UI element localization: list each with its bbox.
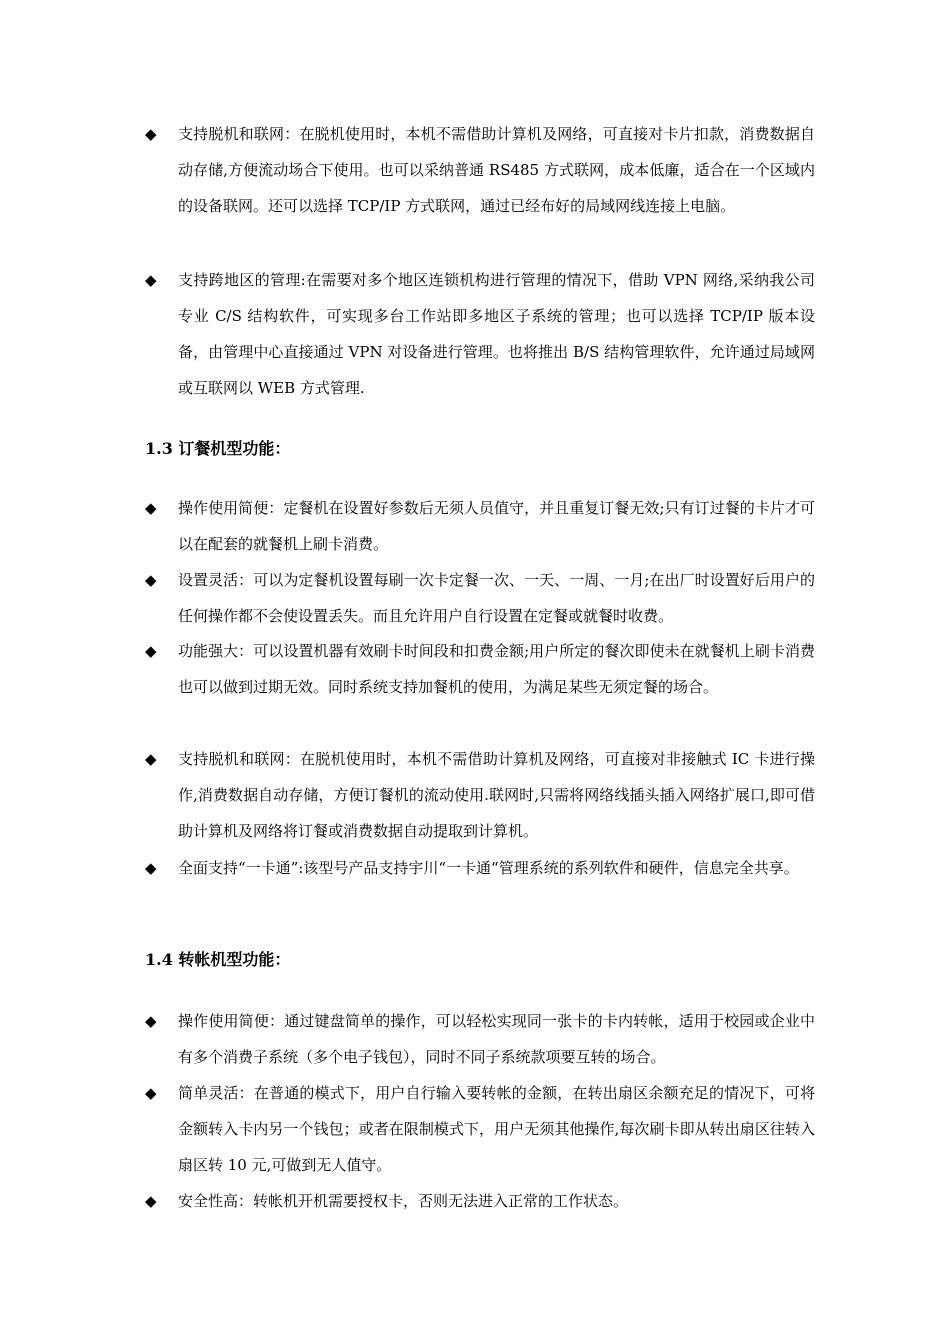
list-item-text: 简单灵活：在普通的模式下，用户自行输入要转帐的金额，在转出扇区余额充足的情况下，可将金额转入卡内另一个钱包；或者在限制模式下，用户无须其他操作,每次刷卡即从转出扇区往转入扇区转 10 元,可做到无人值守。: [178, 1084, 815, 1174]
list-item: [145, 562, 815, 634]
diamond-bullet-icon: ◆: [145, 642, 157, 660]
list-item: [145, 1003, 815, 1075]
list-item-text: 功能强大：可以设置机器有效刷卡时间段和扣费金额;用户所定的餐次即使未在就餐机上刷卡消费也可以做到过期无效。同时系统支持加餐机的使用，为满足某些无须定餐的场合。: [178, 642, 815, 696]
diamond-bullet-icon: ◆: [145, 1084, 157, 1102]
diamond-bullet-icon: ◆: [145, 499, 157, 517]
list-item-text: 支持跨地区的管理:在需要对多个地区连锁机构进行管理的情况下，借助 VPN 网络,采纳我公司专业 C/S 结构软件，可实现多台工作站即多地区子系统的管理；也可以选择 TCP/IP 版本设备，由管理中心直接通过 VPN 对设备进行管理。也将推出 B/S 结构管理软件，允许通过局域网或互联网以 WEB 方式管理.: [178, 271, 815, 397]
list-item-text: 全面支持“一卡通”:该型号产品支持宇川“一卡通“管理系统的系列软件和硬件，信息完全共享。: [178, 859, 799, 877]
diamond-bullet-icon: ◆: [145, 859, 157, 877]
list-item-text: 安全性高：转帐机开机需要授权卡，否则无法进入正常的工作状态。: [178, 1192, 629, 1210]
list-item: [145, 633, 815, 705]
list-item: [145, 490, 815, 562]
diamond-bullet-icon: ◆: [145, 1192, 157, 1210]
list-item-text: 操作使用简便：通过键盘简单的操作，可以轻松实现同一张卡的卡内转帐，适用于校园或企业中有多个消费子系统（多个电子钱包），同时不同子系统款项要互转的场合。: [178, 1012, 815, 1066]
diamond-bullet-icon: ◆: [145, 571, 157, 589]
list-item-text: 设置灵活：可以为定餐机设置每刷一次卡定餐一次、一天、一周、一月;在出厂时设置好后用户的任何操作都不会使设置丢失。而且允许用户自行设置在定餐或就餐时收费。: [178, 571, 815, 625]
list-item: [145, 1075, 815, 1183]
list-item: [145, 262, 815, 406]
diamond-bullet-icon: ◆: [145, 125, 157, 143]
diamond-bullet-icon: ◆: [145, 271, 157, 289]
section-heading: 1.4 转帐机型功能：: [145, 950, 291, 969]
list-item-text: 支持脱机和联网：在脱机使用时，本机不需借助计算机及网络，可直接对卡片扣款，消费数据自动存储,方便流动场合下使用。也可以采纳普通 RS485 方式联网，成本低廉，适合在一个区域内的设备联网。还可以选择 TCP/IP 方式联网，通过已经布好的局域网线连接上电脑。: [178, 125, 815, 215]
list-item: [145, 850, 815, 886]
list-item: [145, 1183, 815, 1219]
list-item-text: 支持脱机和联网：在脱机使用时，本机不需借助计算机及网络，可直接对非接触式 IC 卡进行操作,消费数据自动存储，方便订餐机的流动使用.联网时,只需将网络线插头插入网络扩展口,即可借助计算机及网络将订餐或消费数据自动提取到计算机。: [178, 750, 815, 840]
list-item: [145, 741, 815, 849]
list-item-text: 操作使用简便：定餐机在设置好参数后无须人员值守，并且重复订餐无效;只有订过餐的卡片才可以在配套的就餐机上刷卡消费。: [178, 499, 815, 553]
diamond-bullet-icon: ◆: [145, 750, 157, 768]
list-item: [145, 116, 815, 224]
diamond-bullet-icon: ◆: [145, 1012, 157, 1030]
section-heading: 1.3 订餐机型功能：: [145, 439, 291, 458]
